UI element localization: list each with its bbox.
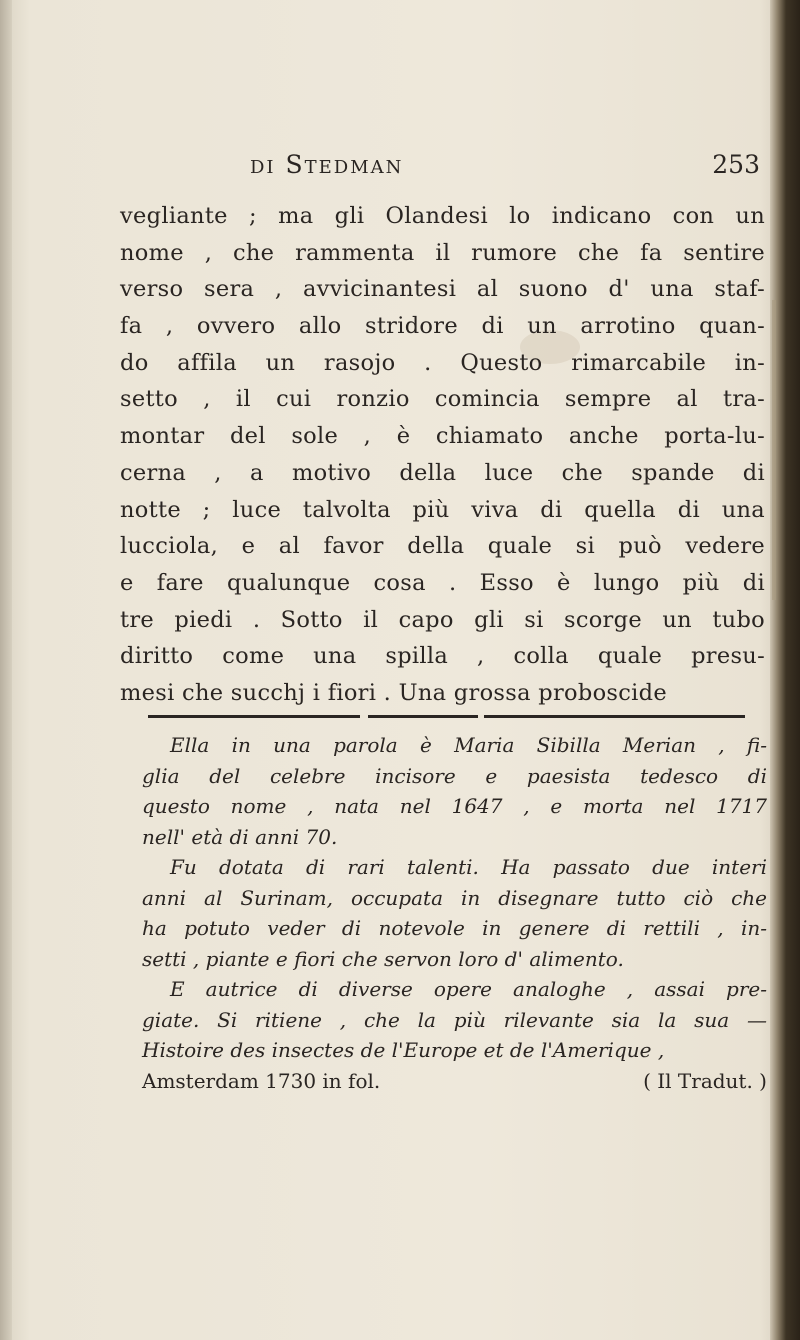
footnote-citation: Amsterdam 1730 in fol. — [142, 1068, 381, 1093]
footnote-separator-rule — [148, 715, 745, 718]
text-line: lucciola, e al favor della quale si può vedere — [120, 533, 765, 560]
text-line: tre piedi . Sotto il capo gli si scorge un tubo — [120, 606, 765, 633]
main-text — [120, 198, 765, 712]
text-line: e fare qualunque cosa . Esso è lungo più di — [120, 569, 765, 596]
rule-break — [478, 715, 484, 718]
footnote — [142, 730, 767, 1096]
page-edge-binding — [770, 0, 800, 1340]
text-line: mesi che succhj i fiori . Una grossa proboscide — [120, 679, 667, 706]
page-edge-highlight — [772, 300, 776, 600]
page-number: 253 — [712, 150, 760, 179]
footnote-line: anni al Surinam, occupata in disegnare tutto ciò che — [142, 885, 767, 910]
rule-break — [360, 715, 368, 718]
text-line: nome , che rammenta il rumore che fa sentire — [120, 239, 765, 266]
page-gutter-shadow — [0, 0, 12, 1340]
text-line: vegliante ; ma gli Olandesi lo indicano con un — [120, 203, 765, 229]
footnote-line: giate. Si ritiene , che la più rilevante sia la sua — — [142, 1007, 767, 1032]
text-line: cerna , a motivo della luce che spande di — [120, 459, 765, 486]
footnote-line: Fu dotata di rari talenti. Ha passato due interi — [170, 855, 767, 879]
translator-note-mark: ( Il Tradut. ) — [643, 1068, 767, 1093]
footnote-line: questo nome , nata nel 1647 , e morta nel 1717 — [142, 794, 767, 818]
footnote-line: Histoire des insectes de l'Europe et de l'Amerique , — [142, 1038, 665, 1062]
footnote-line: Ella in una parola è Maria Sibilla Merian , fi- — [170, 733, 767, 757]
footnote-line: E autrice di diverse opere analoghe , assai pre- — [170, 977, 767, 1001]
footnote-line: setti , piante e fiori che servon loro d' alimento. — [142, 946, 624, 971]
footnote-line: ha potuto veder di notevole in genere di rettili , in- — [142, 916, 767, 940]
footnote-last-line — [142, 1066, 767, 1097]
page-header — [120, 150, 760, 190]
footnote-line: nell' età di anni 70. — [142, 824, 338, 849]
text-line: setto , il cui ronzio comincia sempre al tra- — [120, 386, 765, 413]
text-line: do affila un rasojo . Questo rimarcabile in- — [120, 349, 765, 376]
text-line: fa , ovvero allo stridore di un arrotino quan- — [120, 313, 765, 340]
text-line: verso sera , avvicinantesi al suono d' una staf- — [120, 276, 765, 303]
text-line: montar del sole , è chiamato anche porta-lu- — [120, 423, 765, 450]
footnote-line: glia del celebre incisore e paesista tedesco di — [142, 763, 767, 788]
text-line: notte ; luce talvolta più viva di quella di una — [120, 496, 765, 523]
text-line: diritto come una spilla , colla quale presu- — [120, 643, 765, 670]
running-title: di Stedman — [250, 150, 404, 179]
